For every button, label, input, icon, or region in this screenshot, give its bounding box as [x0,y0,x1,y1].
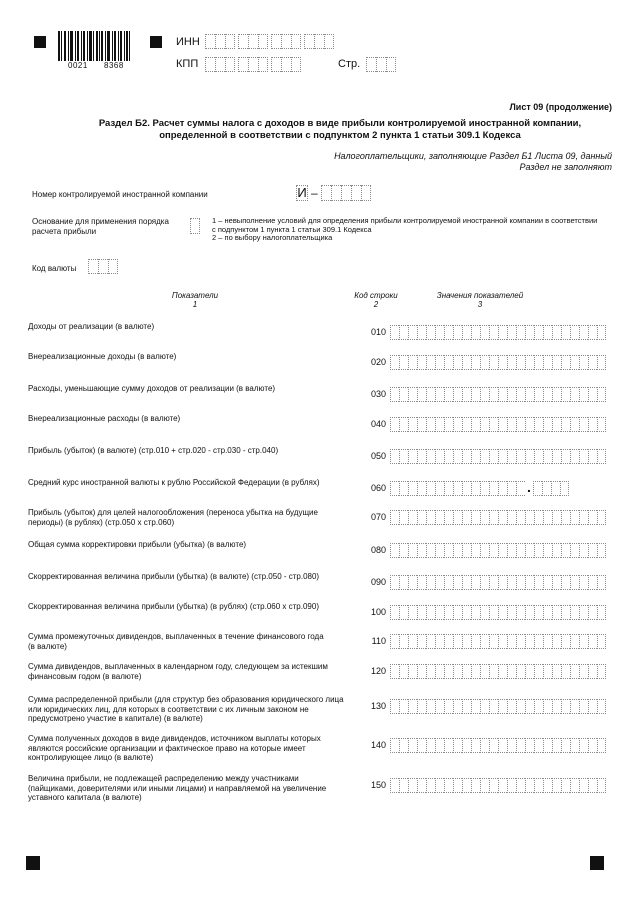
row-label-020-line1: Внереализационные доходы (в валюте) [28,352,177,361]
row-label-130-line2: или юридических лиц, для которых в соответствии с их личным законом не [28,704,309,714]
barcode-image [58,31,130,61]
row-label-070 [28,508,346,527]
row-code-070: 070 [370,512,386,522]
decimal-point: . [527,479,531,495]
header-values-text: Значения показателей [436,291,524,300]
row-label-150-line3: уставного капитала (в валюте) [28,793,142,802]
row-value-field-150[interactable] [390,778,606,793]
row-label-070-line1: Прибыль (убыток) для целей налогообложения (переноса убытка на будущие [28,508,318,517]
row-value-field-110[interactable] [390,634,606,649]
row-label-110-line1: Сумма промежуточных дивидендов, выплаченных в течение финансового года [28,632,324,641]
row-code-030: 030 [370,389,386,399]
row-label-010-line1: Доходы от реализации (в валюте) [28,322,155,331]
row-label-090 [28,572,346,582]
row-label-040-line1: Внереализационные расходы (в валюте) [28,414,181,423]
row-code-010: 010 [370,327,386,337]
row-value-field-120[interactable] [390,664,606,679]
instruction-note-line1: Налогоплательщики, заполняющие Раздел Б1 Листа 09, данный [334,151,612,161]
row-label-050 [28,446,346,456]
kpp-label: КПП [176,58,199,70]
company-number-label: Номер контролируемой иностранной компании [32,190,208,199]
registration-marker-top-mid [150,36,162,48]
header-code-num: 2 [373,300,379,309]
row-value-field-130[interactable] [390,699,606,714]
row-code-020: 020 [370,357,386,367]
row-label-150-line2: (пайщиками, доверителями или иными лицами) и направляемой на увеличение [28,783,327,793]
header-indicators-num: 1 [192,300,198,309]
row-label-120 [28,662,346,681]
row-value-field-140[interactable] [390,738,606,753]
row-label-110 [28,632,346,651]
row-label-140-line2: являются российские организации и фактическое право на которые имеет [28,743,306,753]
kpp-field[interactable] [205,57,304,72]
row-value-field-020[interactable] [390,355,606,370]
section-title-line1: Раздел Б2. Расчет суммы налога с доходов в виде прибыли контролируемой иностранной компании, [98,118,582,129]
section-title [60,118,620,142]
header-indicators [120,291,270,309]
row-label-100-line1: Скорректированная величина прибыли (убытка) (в рублях) (стр.060 х стр.090) [28,602,319,611]
basis-label [32,217,169,237]
header-indicators-text: Показатели [171,291,219,300]
header-code-text: Код строки [354,291,398,300]
row-label-090-line1: Скорректированная величина прибыли (убытка) (в валюте) (стр.050 - стр.080) [28,572,320,581]
header-values [420,291,540,309]
row-value-field-080[interactable] [390,543,606,558]
row-value-field-060[interactable] [390,481,569,496]
barcode-number-left: 0021 [68,61,88,70]
basis-label-line2: расчета прибыли [32,227,97,236]
row-label-070-line2: периоды) (в рублях) (стр.050 х стр.060) [28,517,175,527]
currency-code-label: Код валюты [32,264,77,273]
row-label-080-line1: Общая сумма корректировки прибыли (убытка) (в валюте) [28,540,247,549]
company-number-field[interactable] [296,185,371,201]
row-label-100 [28,602,346,612]
inn-field[interactable] [205,34,337,49]
row-label-030-line1: Расходы, уменьшающие сумму доходов от реализации (в валюте) [28,384,276,393]
sheet-label: Лист 09 (продолжение) [509,102,612,112]
row-code-100: 100 [370,607,386,617]
row-label-140 [28,734,346,763]
row-code-110: 110 [371,636,386,646]
row-label-130 [28,695,346,724]
company-number-separator: – [311,186,318,200]
row-value-field-070[interactable] [390,510,606,525]
row-label-140-line3: контролирующее лицо (в валюте) [28,753,154,762]
row-label-040 [28,414,346,424]
row-code-090: 090 [370,577,386,587]
row-code-130: 130 [370,701,386,711]
row-label-060 [28,478,346,488]
basis-field[interactable] [190,218,200,234]
row-label-110-line2: (в валюте) [28,641,67,651]
row-code-120: 120 [370,666,386,676]
row-code-050: 050 [370,451,386,461]
row-code-060: 060 [370,483,386,493]
row-label-020 [28,352,346,362]
row-code-150: 150 [370,780,386,790]
basis-option1-line2: с подпунктом 1 пункта 1 статьи 309.1 Кодекса [212,224,372,234]
row-label-010 [28,322,346,332]
basis-label-line1: Основание для применения порядка [32,217,169,226]
row-label-120-line2: финансовым годом (в валюте) [28,671,142,681]
row-code-080: 080 [370,545,386,555]
row-label-130-line3: предусмотрено участие в капитале) (в валюте) [28,714,203,723]
basis-option1-line1: 1 – невыполнение условий для определения прибыли контролируемой иностранной компании в соответствии [212,216,598,225]
row-value-field-100[interactable] [390,605,606,620]
row-label-140-line1: Сумма полученных доходов в виде дивидендов, источником выплаты которых [28,734,321,743]
row-label-030 [28,384,346,394]
page-number-field[interactable] [366,57,396,72]
inn-label: ИНН [176,36,200,48]
barcode-number-right: 8368 [104,61,124,70]
row-code-040: 040 [370,419,386,429]
registration-marker-top-left [34,36,46,48]
row-label-050-line1: Прибыль (убыток) (в валюте) (стр.010 + стр.020 - стр.030 - стр.040) [28,446,279,455]
row-value-field-040[interactable] [390,417,606,432]
basis-options [212,217,612,243]
row-value-field-010[interactable] [390,325,606,340]
row-label-060-line1: Средний курс иностранной валюты к рублю Российской Федерации (в рублях) [28,478,320,487]
currency-code-field[interactable] [88,259,118,274]
row-value-field-090[interactable] [390,575,606,590]
header-code [346,291,406,309]
row-label-080 [28,540,346,550]
registration-marker-bottom-right [590,856,604,870]
row-code-140: 140 [370,740,386,750]
registration-marker-bottom-left [26,856,40,870]
instruction-note-line2: Раздел не заполняют [519,162,612,172]
page-label: Стр. [338,58,361,70]
header-values-num: 3 [477,300,483,309]
instruction-note [312,151,612,173]
row-label-150-line1: Величина прибыли, не подлежащей распределению между участниками [28,774,299,783]
row-value-field-030[interactable] [390,387,606,402]
row-label-130-line1: Сумма распределенной прибыли (для структур без образования юридического лица [28,695,344,704]
basis-option2: 2 – по выбору налогоплательщика [212,233,333,242]
row-value-field-050[interactable] [390,449,606,464]
section-title-line2: определенной в соответствии с подпунктом 2 пункта 1 статьи 309.1 Кодекса [159,130,521,141]
company-number-prefix: И [297,185,307,200]
row-label-120-line1: Сумма дивидендов, выплаченных в календарном году, следующем за истекшим [28,662,328,671]
row-label-150 [28,774,346,803]
